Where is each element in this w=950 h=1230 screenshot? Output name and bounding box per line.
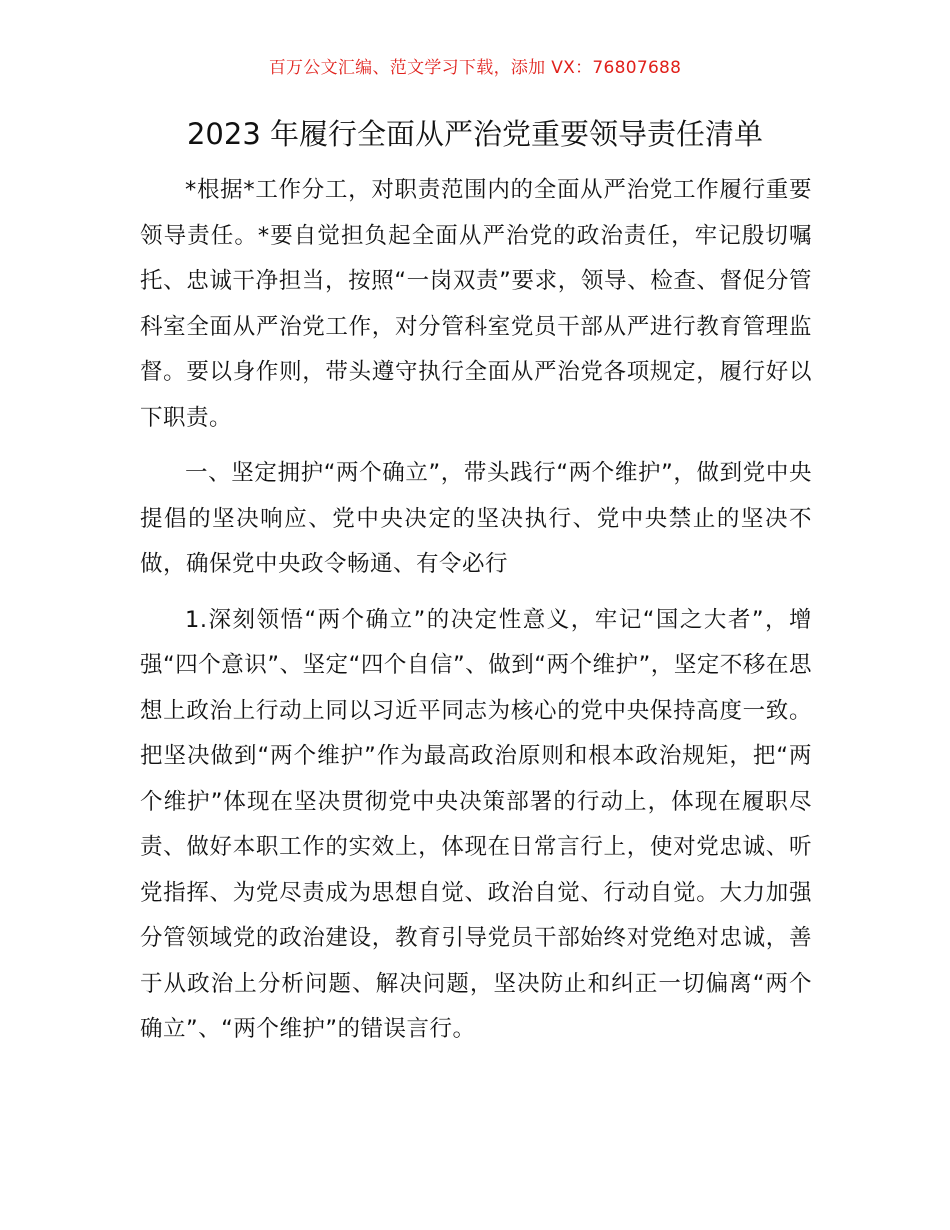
document-body	[140, 168, 812, 1059]
document-title: 2023 年履行全面从严治党重要领导责任清单	[186, 117, 764, 151]
item-1-paragraph: 1.深刻领悟“两个确立”的决定性意义，牢记“国之大者”，增强“四个意识”、坚定“四个自信”、做到“两个维护”，坚定不移在思想上政治上行动上同以习近平同志为核心的党中央保持高度一致。把坚决做到“两个维护”作为最高政治原则和根本政治规矩，把“两个维护”体现在坚决贯彻党中央决策部署的行动上，体现在履职尽责、做好本职工作的实效上，体现在日常言行上，使对党忠诚、听党指挥、为党尽责成为思想自觉、政治自觉、行动自觉。大力加强分管领域党的政治建设，教育引导党员干部始终对党绝对忠诚，善于从政治上分析问题、解决问题，坚决防止和纠正一切偏离“两个确立”、“两个维护”的错误言行。	[140, 606, 812, 1042]
watermark-header: 百万公文汇编、范文学习下载，添加 VX：76807688	[268, 58, 682, 78]
section-heading-paragraph: 一、坚定拥护“两个确立”，带头践行“两个维护”，做到党中央提倡的坚决响应、党中央决定的坚决执行、党中央禁止的坚决不做，确保党中央政令畅通、有令必行	[140, 460, 812, 577]
intro-paragraph: *根据*工作分工，对职责范围内的全面从严治党工作履行重要领导责任。*要自觉担负起全面从严治党的政治责任，牢记殷切嘱托、忠诚干净担当，按照“一岗双责”要求，领导、检查、督促分管科室全面从严治党工作，对分管科室党员干部从严进行教育管理监督。要以身作则，带头遵守执行全面从严治党各项规定，履行好以下职责。	[140, 177, 812, 431]
